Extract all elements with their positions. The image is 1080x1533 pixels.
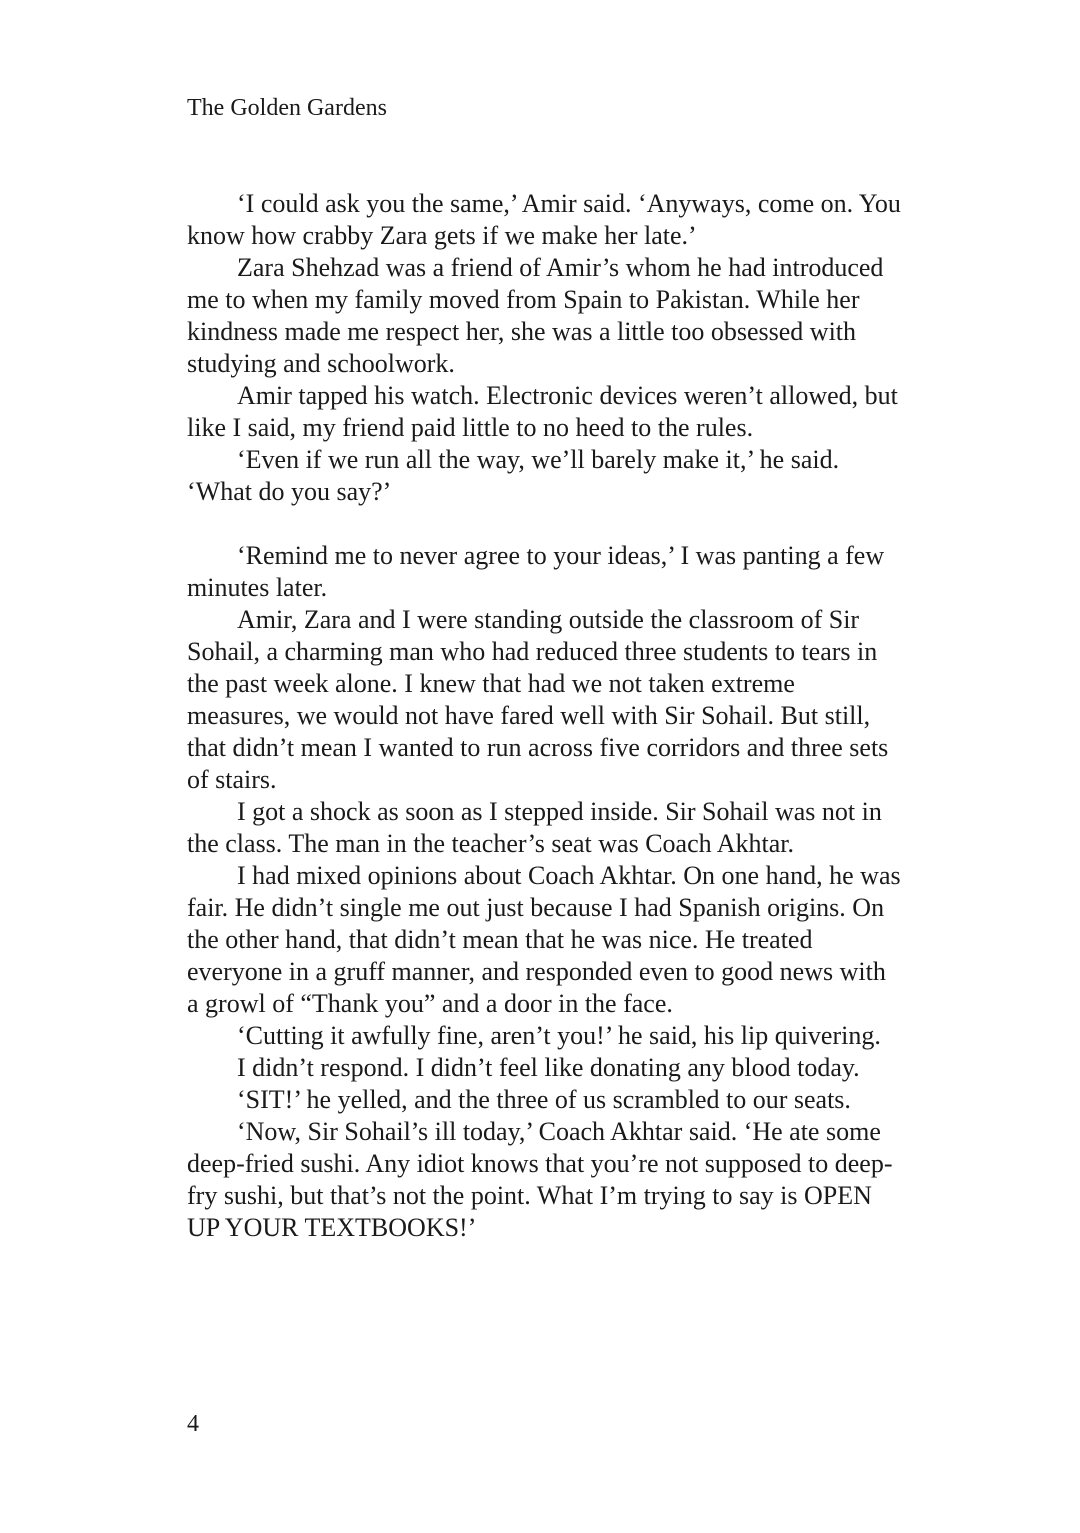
paragraph: I had mixed opinions about Coach Akhtar. On one hand, he was fair. He didn’t single me out just because I had Spanish origins. On the other hand, that didn’t mean that he was nice. He treated everyone in a gruff manner, and responded even to good news with a growl of “Thank you” and a door in the face. [187,861,901,1018]
text-section-1 [187,188,901,508]
paragraph: I got a shock as soon as I stepped inside. Sir Sohail was not in the class. The man in the teacher’s seat was Coach Akhtar. [187,797,882,858]
text-section-2 [187,540,901,1244]
paragraph: ‘Cutting it awfully fine, aren’t you!’ he said, his lip quivering. [237,1021,881,1050]
paragraph: ‘SIT!’ he yelled, and the three of us scrambled to our seats. [237,1085,851,1114]
running-header: The Golden Gardens [187,95,387,121]
paragraph: I didn’t respond. I didn’t feel like donating any blood today. [237,1053,860,1082]
paragraph: ‘Now, Sir Sohail’s ill today,’ Coach Akhtar said. ‘He ate some deep-fried sushi. Any idiot knows that you’re not supposed to deep-fry sushi, but that’s not the point. What I’m trying to say is OPEN UP YOUR TEXTBOOKS!’ [187,1117,893,1242]
paragraph: Amir tapped his watch. Electronic devices weren’t allowed, but like I said, my friend paid little to no heed to the rules. [187,381,898,442]
paragraph: Amir, Zara and I were standing outside the classroom of Sir Sohail, a charming man who had reduced three students to tears in the past week alone. I knew that had we not taken extreme measures, we would not have fared well with Sir Sohail. But still, that didn’t mean I wanted to run across five corridors and three sets of stairs. [187,605,889,794]
paragraph: ‘Remind me to never agree to your ideas,’ I was panting a few minutes later. [187,541,885,602]
paragraph: ‘Even if we run all the way, we’ll barely make it,’ he said. ‘What do you say?’ [187,445,840,506]
paragraph: ‘I could ask you the same,’ Amir said. ‘Anyways, come on. You know how crabby Zara gets if we make her late.’ [187,189,901,250]
page-number: 4 [187,1411,199,1437]
paragraph: Zara Shehzad was a friend of Amir’s whom he had introduced me to when my family moved from Spain to Pakistan. While her kindness made me respect her, she was a little too obsessed with studying and schoolwork. [187,253,884,378]
